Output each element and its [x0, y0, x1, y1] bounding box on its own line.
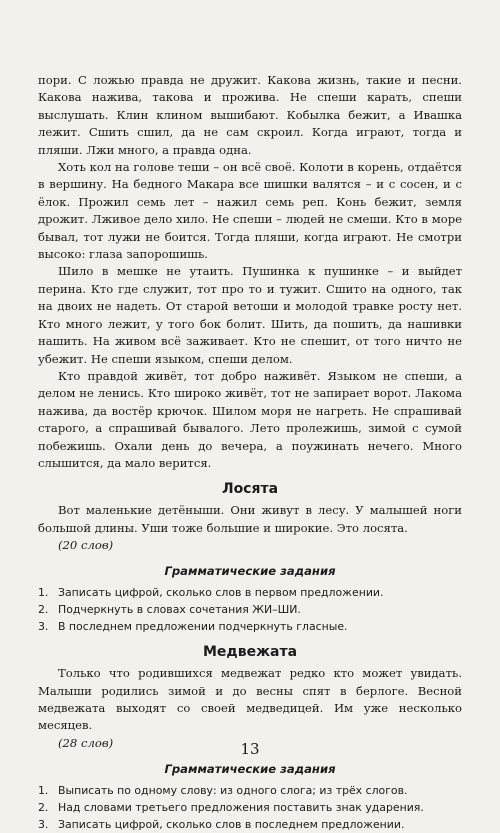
section-title-losyata: Лосята: [221, 481, 279, 498]
task-number: 1.: [38, 783, 49, 797]
task-item: [38, 799, 462, 816]
task-text: Записать цифрой, сколько слов в последнем предложении.: [58, 817, 405, 831]
task-item: [38, 816, 462, 833]
task-number: 2.: [38, 603, 49, 617]
task-item: [38, 618, 462, 635]
dictation-text-losyata: Вот маленькие детёныши. Они живут в лесу. У малышей ноги большой длины. Уши тоже большие и широкие. Это лосята.: [38, 503, 462, 535]
task-number: 2.: [38, 800, 49, 814]
proverbs-paragraph: Шило в мешке не утаить. Пушинка к пушинке – и выйдет перина. Кто где служит, тот про то и тужит. Сшито на одного, так на двоих не надеть. От старой ветоши и молодой травке росту нет. Кто много лежит, у того бок болит. Шить, да пошить, да нашивки нашить. На живом всё заживает. Кто не спешит, от того ничто не убежит. Не спеши языком, спеши делом.: [38, 264, 462, 366]
proverbs-paragraph: Хоть кол на голове теши – он всё своё. Колоти в корень, отдаётся в вершину. На бедного Макара все шишки валятся – и с сосен, и с ёлок. Прожил семь лет – нажил семь реп. Конь бежит, земля дрожит. Лживое дело хило. Не спеши – людей не смеши. Кто в море бывал, тот лужи не боится. Тогда пляши, когда играют. Не смотри высоко: глаза запорошишь.: [38, 160, 462, 262]
task-number: 1.: [38, 586, 49, 600]
task-text: Записать цифрой, сколько слов в первом предложении.: [58, 586, 384, 600]
task-number: 3.: [38, 620, 49, 634]
dictation-text-medvezhata: Только что родившихся медвежат редко кто может увидать. Малыши родились зимой и до весны спят в берлоге. Весной медвежата выходят со своей медведицей. Им уже несколько месяцев.: [38, 666, 462, 733]
proverbs-paragraph: Кто правдой живёт, тот добро наживёт. Языком не спеши, а делом не ленись. Кто широко живёт, тот не запирает ворот. Лакома нажива, да востёр крючок. Шилом моря не нагреть. Не спрашивай старого, а спрашивай бывалого. Лето пролежишь, зимой с сумой побежишь. Охали день до вечера, а поужинать нечего. Много слышится, да мало верится.: [38, 368, 462, 470]
grammar-tasks-title: Грамматические задания: [164, 564, 336, 579]
task-item: [38, 601, 462, 618]
word-count-medvezhata: (28 слов): [58, 735, 114, 750]
task-item: [38, 782, 462, 799]
grammar-tasks-list: [38, 782, 462, 833]
task-item: [38, 584, 462, 601]
page-number: 13: [240, 740, 260, 758]
grammar-tasks-title: Грамматические задания: [164, 761, 336, 776]
task-text: Подчеркнуть в словах сочетания ЖИ–ШИ.: [58, 603, 301, 617]
word-count-losyata: (20 слов): [58, 538, 114, 553]
section-title-medvezhata: Медвежата: [202, 644, 298, 661]
task-text: В последнем предложении подчеркнуть гласные.: [58, 620, 348, 634]
task-text: Над словами третьего предложения поставить знак ударения.: [58, 800, 424, 814]
grammar-tasks-list: [38, 584, 462, 635]
task-number: 3.: [38, 817, 49, 831]
task-text: Выписать по одному слову: из одного слога; из трёх слогов.: [58, 783, 408, 797]
proverbs-paragraph: пори. С ложью правда не дружит. Какова жизнь, такие и песни. Какова нажива, такова и прожива. Не спеши карать, спеши выслушать. Клин клином вышибают. Кобылка бежит, а Ивашка лежит. Сшить сшил, да не сам скроил. Когда играют, тогда и пляши. Лжи много, а правда одна.: [38, 73, 462, 157]
